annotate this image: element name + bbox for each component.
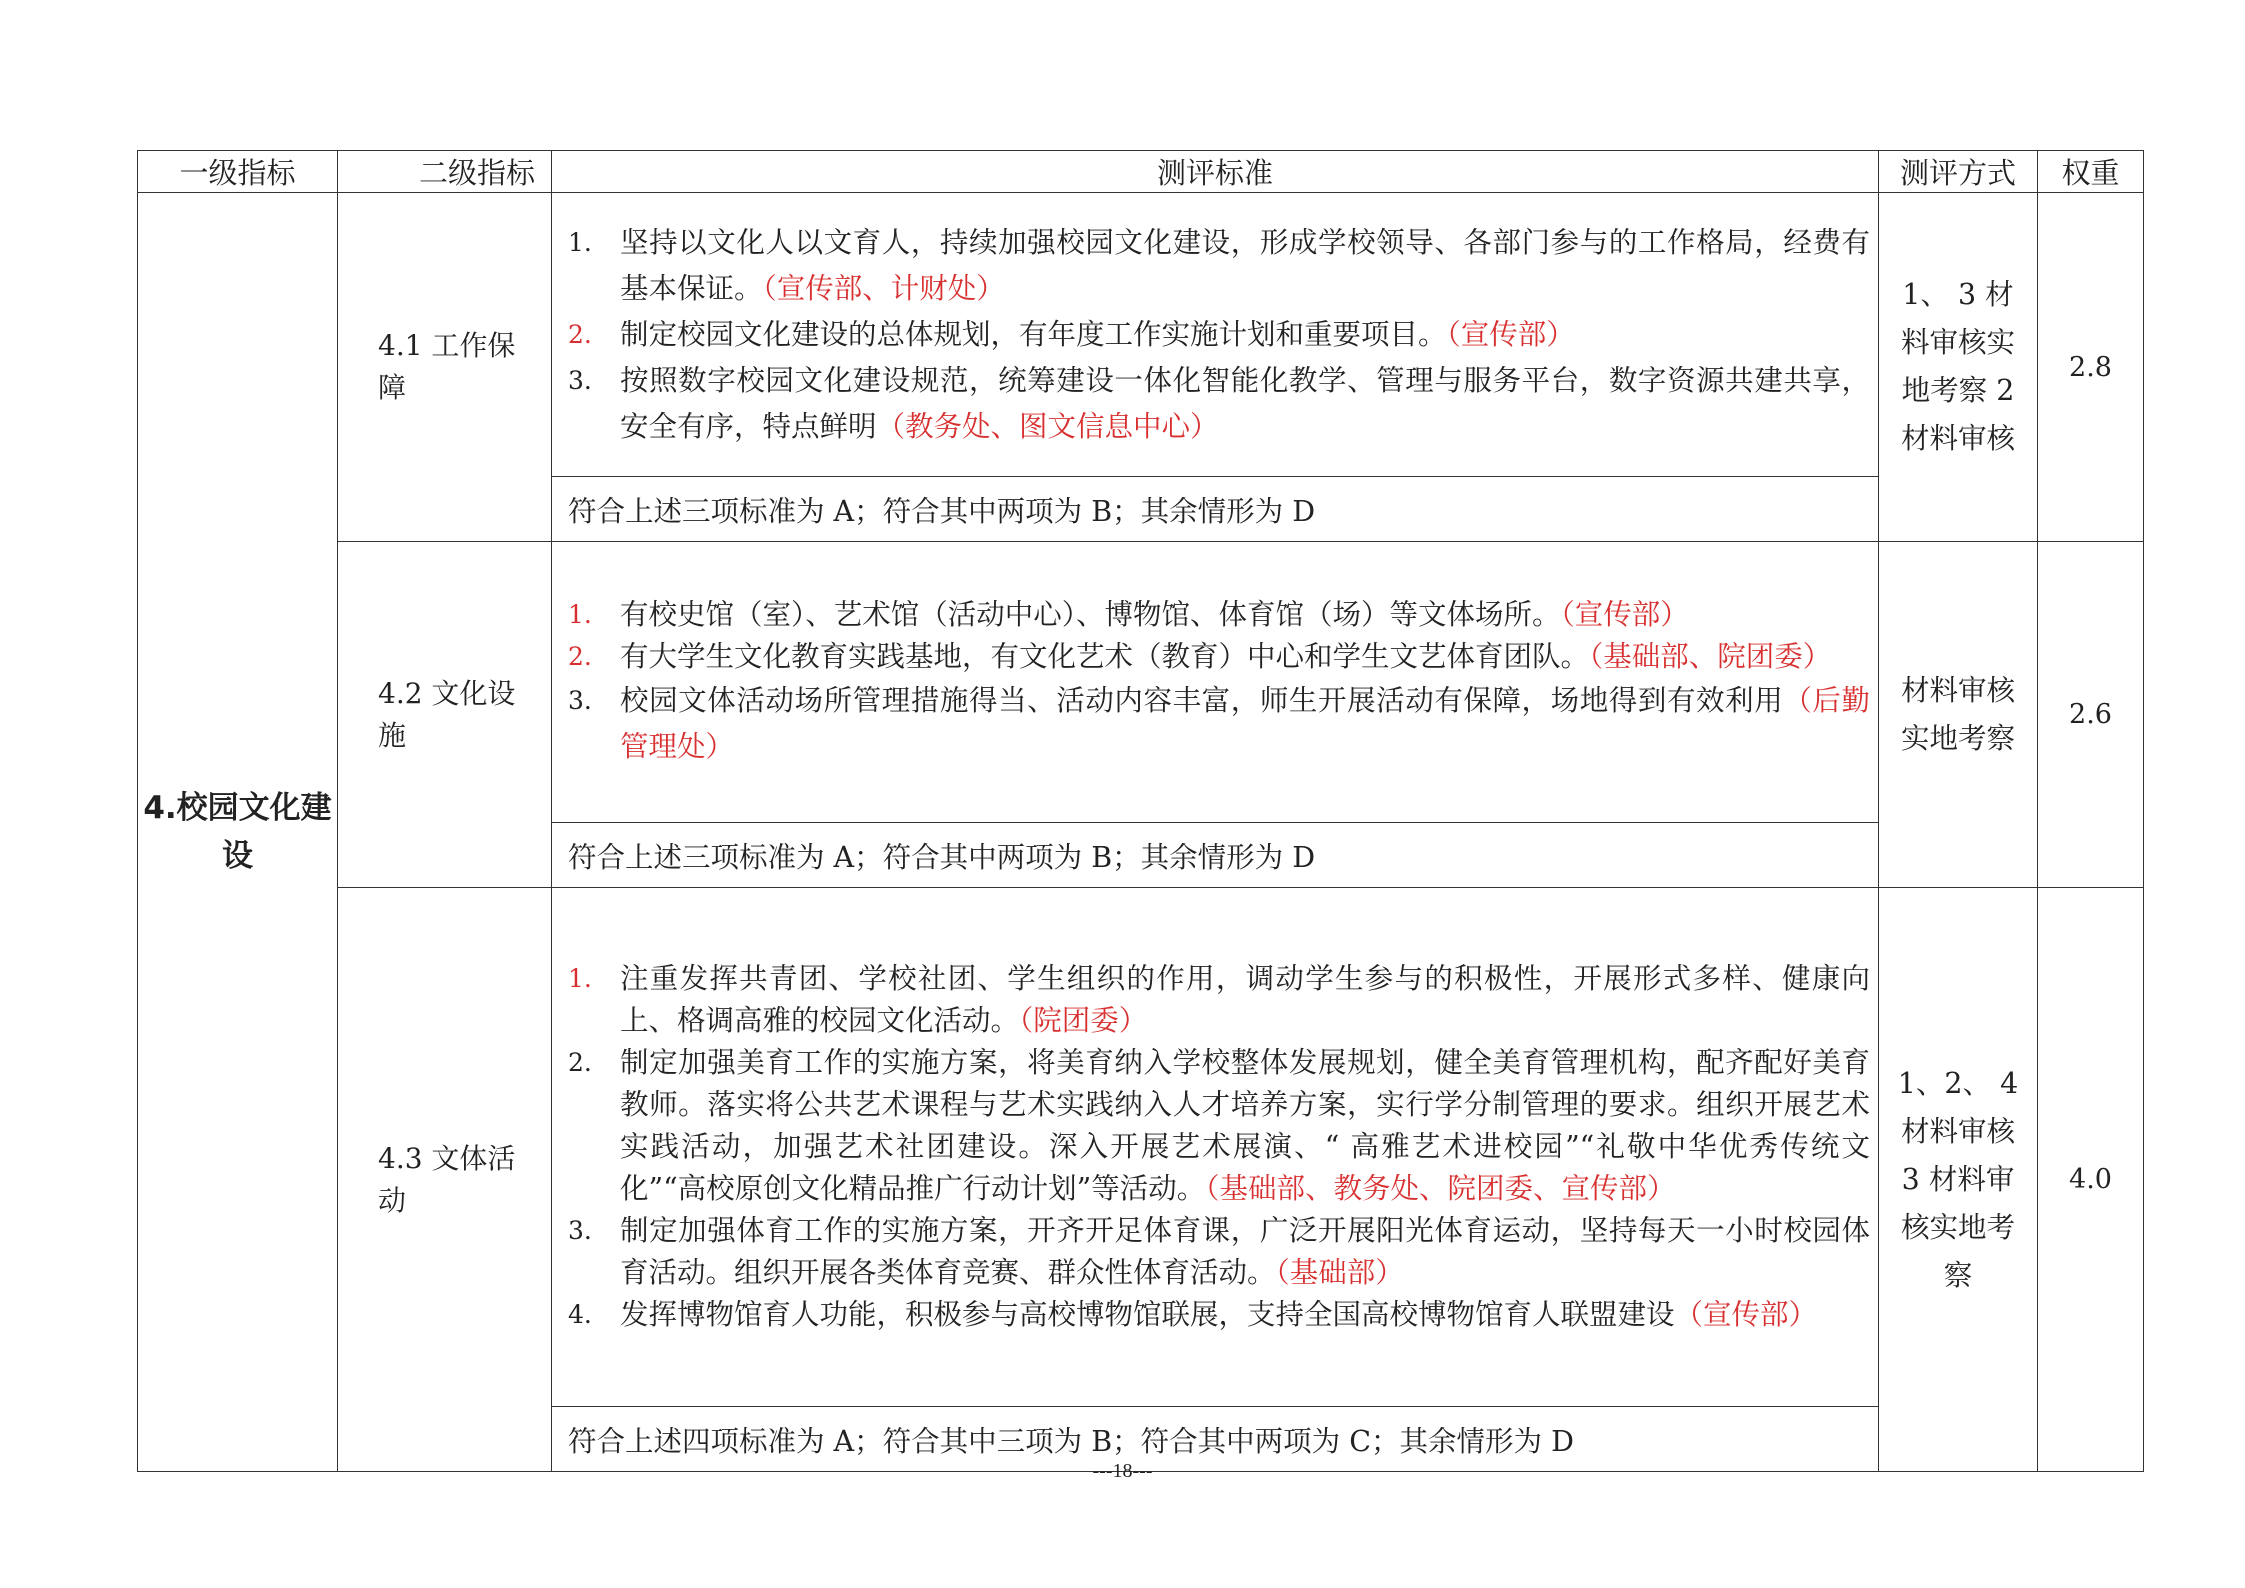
criteria-cell-4-2 [552, 542, 1879, 823]
responsible-dept: （宣传部、计财处） [762, 271, 1005, 305]
responsible-dept: （教务处、图文信息中心） [876, 409, 1219, 443]
criteria-cell-4-1 [552, 193, 1879, 477]
evaluation-table [137, 150, 2144, 1472]
criteria-item [568, 1294, 1870, 1336]
header-criteria: 测评标准 [552, 151, 1879, 193]
item-text: 注重发挥共青团、学校社团、学生组织的作用，调动学生参与的积极性，开展形式多样、健康向上、格调高雅的校园文化活动。 [620, 962, 1870, 1037]
header-level2: 二级指标 [338, 151, 552, 193]
item-text: 制定加强美育工作的实施方案，将美育纳入学校整体发展规划，健全美育管理机构，配齐配好美育教师。落实将公共艺术课程与艺术实践纳入人才培养方案，实行学分制管理的要求。组织开展艺术实践活动，加强艺术社团建设。深入开展艺术展演、“ 高雅艺术进校园”“礼敬中华优秀传统文化”“高校原创文化精品推广行动计划”等活动。 [620, 1046, 1870, 1205]
item-number: 1. [568, 600, 592, 629]
section-row-4-3 [138, 888, 2144, 1407]
responsible-dept: （基础部） [1275, 1256, 1404, 1289]
level1-indicator-text: 4.校园文化建设 [143, 790, 332, 874]
method-4-3: 1、2、 4 材料审核 3 材料审核实地考察 [1879, 888, 2038, 1472]
responsible-dept: （宣传部） [1446, 317, 1575, 351]
criteria-item [568, 358, 1870, 450]
level2-indicator-4-3: 4.3 文体活动 [338, 888, 552, 1472]
criteria-item [568, 636, 1870, 678]
header-weight: 权重 [2038, 151, 2144, 193]
page-number: ---18--- [1092, 1460, 1153, 1482]
item-number: 1. [568, 964, 592, 993]
item-number: 3. [568, 365, 592, 395]
header-method: 测评方式 [1879, 151, 2038, 193]
item-number: 2. [568, 319, 592, 349]
responsible-dept: （宣传部） [1560, 598, 1689, 631]
level2-indicator-4-2: 4.2 文化设施 [338, 542, 552, 888]
criteria-item [568, 958, 1870, 1042]
item-number: 2. [568, 642, 592, 671]
item-number: 2. [568, 1048, 592, 1077]
responsible-dept: （基础部、院团委） [1589, 640, 1832, 673]
responsible-dept: （宣传部） [1674, 1298, 1818, 1331]
item-text: 有大学生文化教育实践基地，有文化艺术（教育）中心和学生文艺体育团队。 [620, 640, 1590, 673]
level1-indicator [138, 193, 338, 1472]
responsible-dept: （基础部、教务处、院团委、宣传部） [1205, 1172, 1676, 1205]
method-4-1: 1、 3 材料审核实地考察 2 材料审核 [1879, 193, 2038, 542]
item-text: 有校史馆（室）、艺术馆（活动中心）、博物馆、体育馆（场）等文体场所。 [620, 598, 1561, 631]
criteria-item [568, 1042, 1870, 1210]
weight-4-3: 4.0 [2038, 888, 2144, 1472]
item-text: 制定校园文化建设的总体规划，有年度工作实施计划和重要项目。 [620, 317, 1447, 351]
criteria-item [568, 312, 1870, 358]
item-text: 按照数字校园文化建设规范，统筹建设一体化智能化教学、管理与服务平台，数字资源共建共享，安全有序，特点鲜明 [620, 363, 1870, 443]
item-number: 3. [568, 686, 592, 715]
criteria-item [568, 220, 1870, 312]
item-text: 坚持以文化人以文育人，持续加强校园文化建设，形成学校领导、各部门参与的工作格局，经费有基本保证。 [620, 225, 1870, 305]
level2-indicator-4-1: 4.1 工作保障 [338, 193, 552, 542]
criteria-cell-4-3 [552, 888, 1879, 1407]
section-row-4-1 [138, 193, 2144, 477]
criteria-item [568, 678, 1870, 770]
item-text: 校园文体活动场所管理措施得当、活动内容丰富，师生开展活动有保障，场地得到有效利用 [620, 684, 1784, 717]
item-number: 1. [568, 227, 592, 257]
criteria-item [568, 594, 1870, 636]
section-row-4-2 [138, 542, 2144, 823]
summary-4-1: 符合上述三项标准为 A；符合其中两项为 B；其余情形为 D [552, 477, 1879, 542]
weight-4-1: 2.8 [2038, 193, 2144, 542]
item-number: 4. [568, 1300, 592, 1329]
weight-4-2: 2.6 [2038, 542, 2144, 888]
responsible-dept: （后勤管理处） [620, 684, 1870, 763]
method-4-2: 材料审核实地考察 [1879, 542, 2038, 888]
header-level1: 一级指标 [138, 151, 338, 193]
item-text: 发挥博物馆育人功能，积极参与高校博物馆联展，支持全国高校博物馆育人联盟建设 [620, 1298, 1675, 1331]
item-number: 3. [568, 1216, 592, 1245]
criteria-item [568, 1210, 1870, 1294]
header-row [138, 151, 2144, 193]
summary-4-2: 符合上述三项标准为 A；符合其中两项为 B；其余情形为 D [552, 823, 1879, 888]
summary-4-3: 符合上述四项标准为 A；符合其中三项为 B；符合其中两项为 C；其余情形为 D [552, 1407, 1879, 1472]
responsible-dept: （院团委） [1019, 1004, 1148, 1037]
item-text: 制定加强体育工作的实施方案，开齐开足体育课，广泛开展阳光体育运动，坚持每天一小时校园体育活动。组织开展各类体育竞赛、群众性体育活动。 [620, 1214, 1870, 1289]
